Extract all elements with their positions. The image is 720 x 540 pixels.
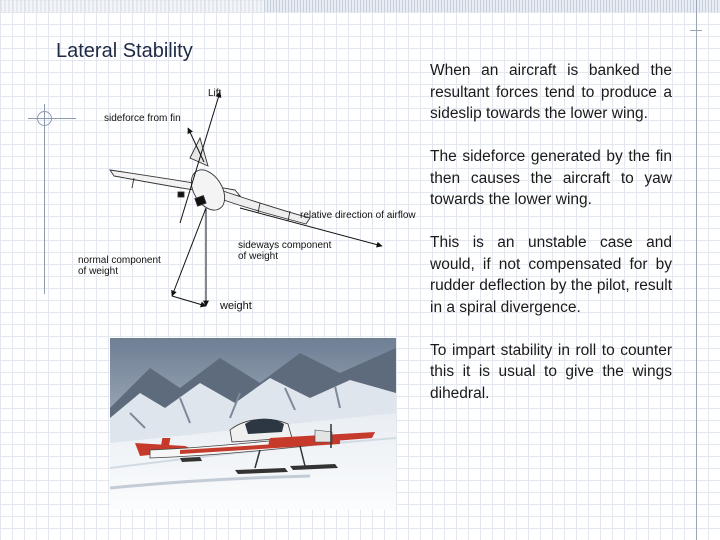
- label-sideways-1: sideways component: [238, 240, 332, 251]
- ski-plane-photo: [110, 338, 396, 510]
- label-airflow: relative direction of airflow: [300, 210, 416, 221]
- force-diagram: [70, 78, 425, 313]
- paragraph-fin-yaw: The sideforce generated by the fin then causes the aircraft to yaw towards the lower wing.: [430, 148, 672, 208]
- header-band-texture: [264, 0, 720, 12]
- body-text: [430, 60, 672, 426]
- paragraph-dihedral: To impart stability in roll to counter this it is usual to give the wings dihedral.: [430, 341, 672, 402]
- label-normal-2: of weight: [78, 266, 119, 277]
- label-lift: Lift: [208, 88, 222, 99]
- label-normal-1: normal component: [78, 255, 161, 266]
- decor-rule-horizontal: [28, 118, 76, 119]
- normal-component-arrow: [172, 208, 206, 296]
- decor-rule-vertical: [44, 104, 45, 294]
- paragraph-sideslip: When an aircraft is banked the resultant forces tend to produce a sideslip towards the lower wing.: [430, 62, 672, 122]
- label-sideways-2: of weight: [238, 251, 279, 262]
- slide-title: Lateral Stability: [56, 40, 193, 62]
- right-rule: [696, 0, 697, 540]
- paragraph-spiral-divergence: This is an unstable case and would, if not compensated for by rudder deflection by the pilot, result in a spiral divergence.: [430, 234, 672, 316]
- right-rule-tick: [690, 30, 702, 31]
- aircraft-front-view-icon: [110, 138, 310, 224]
- decor-ring: [37, 111, 52, 126]
- label-sideforce: sideforce from fin: [104, 113, 181, 124]
- sideways-component-arrow: [172, 296, 206, 306]
- label-weight: weight: [220, 300, 252, 312]
